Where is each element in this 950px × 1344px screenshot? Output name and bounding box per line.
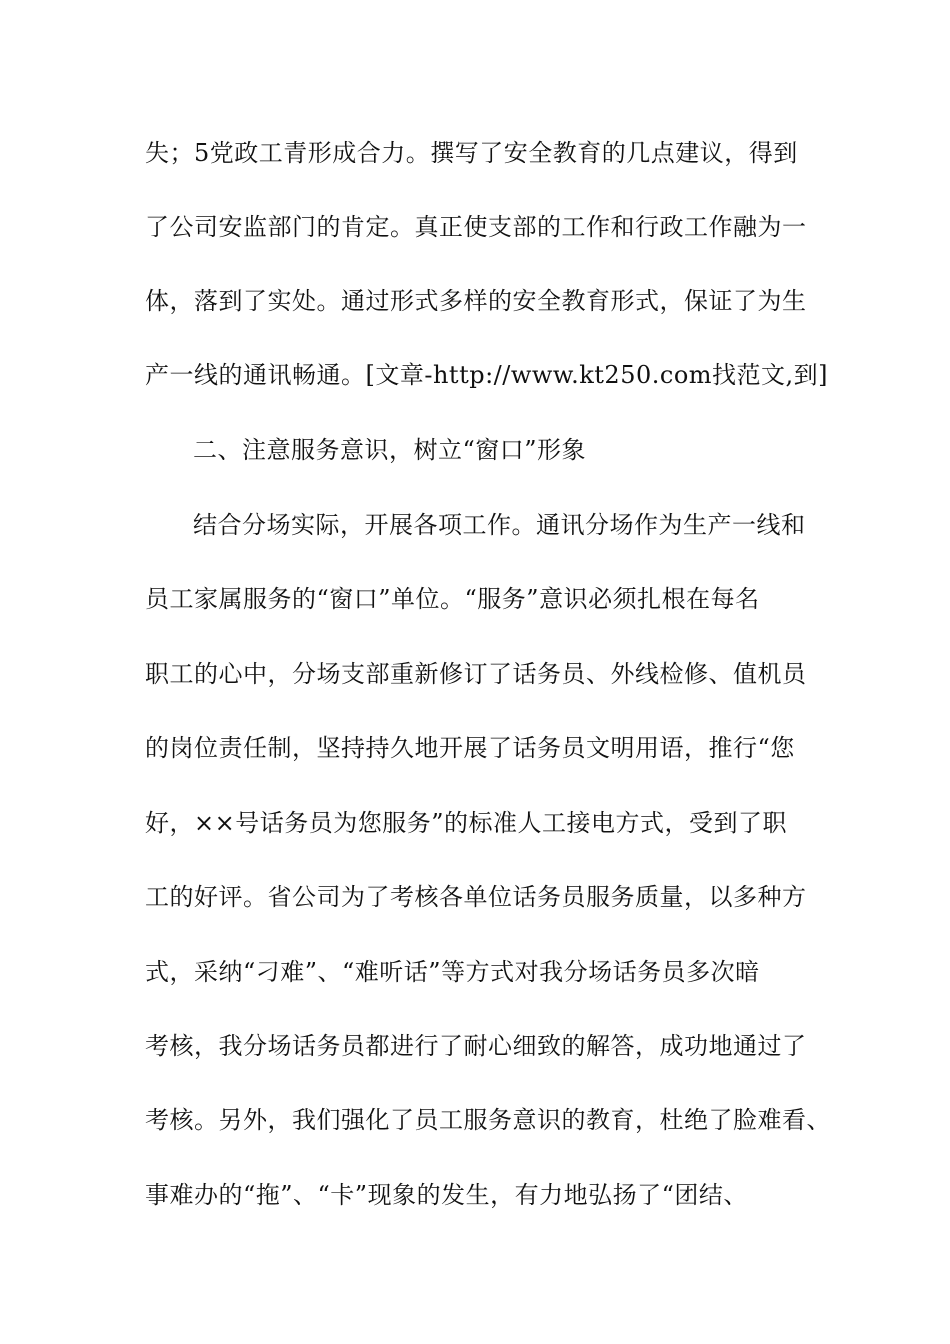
body-line-10: 好，××号话务员为您服务”的标准人工接电方式，受到了职 [145,809,787,837]
body-line-15: 事难办的“拖”、“卡”现象的发生，有力地弘扬了“团结、 [145,1181,748,1209]
body-line-4: 产一线的通讯畅通。[文章-http://www.kt250.com找范文,到] [145,361,829,389]
body-line-9: 的岗位责任制，坚持持久地开展了话务员文明用语，推行“您 [145,734,795,762]
body-line-8: 职工的心中，分场支部重新修订了话务员、外线检修、值机员 [145,660,807,688]
body-line-3: 体，落到了实处。通过形式多样的安全教育形式，保证了为生 [145,287,807,315]
section-heading: 二、注意服务意识，树立“窗口”形象 [193,436,587,464]
body-line-1: 失；5党政工青形成合力。撰写了安全教育的几点建议，得到 [145,139,798,167]
body-line-11: 工的好评。省公司为了考核各单位话务员服务质量，以多种方 [145,883,807,911]
body-line-2: 了公司安监部门的肯定。真正使支部的工作和行政工作融为一 [145,213,807,241]
body-line-12: 式，采纳“刁难”、“难听话”等方式对我分场话务员多次暗 [145,958,760,986]
body-line-7: 员工家属服务的“窗口”单位。“服务”意识必须扎根在每名 [145,585,760,613]
body-line-14: 考核。另外，我们强化了员工服务意识的教育，杜绝了脸难看、 [145,1106,831,1134]
body-line-6: 结合分场实际，开展各项工作。通讯分场作为生产一线和 [193,511,806,539]
body-line-13: 考核，我分场话务员都进行了耐心细致的解答，成功地通过了 [145,1032,807,1060]
